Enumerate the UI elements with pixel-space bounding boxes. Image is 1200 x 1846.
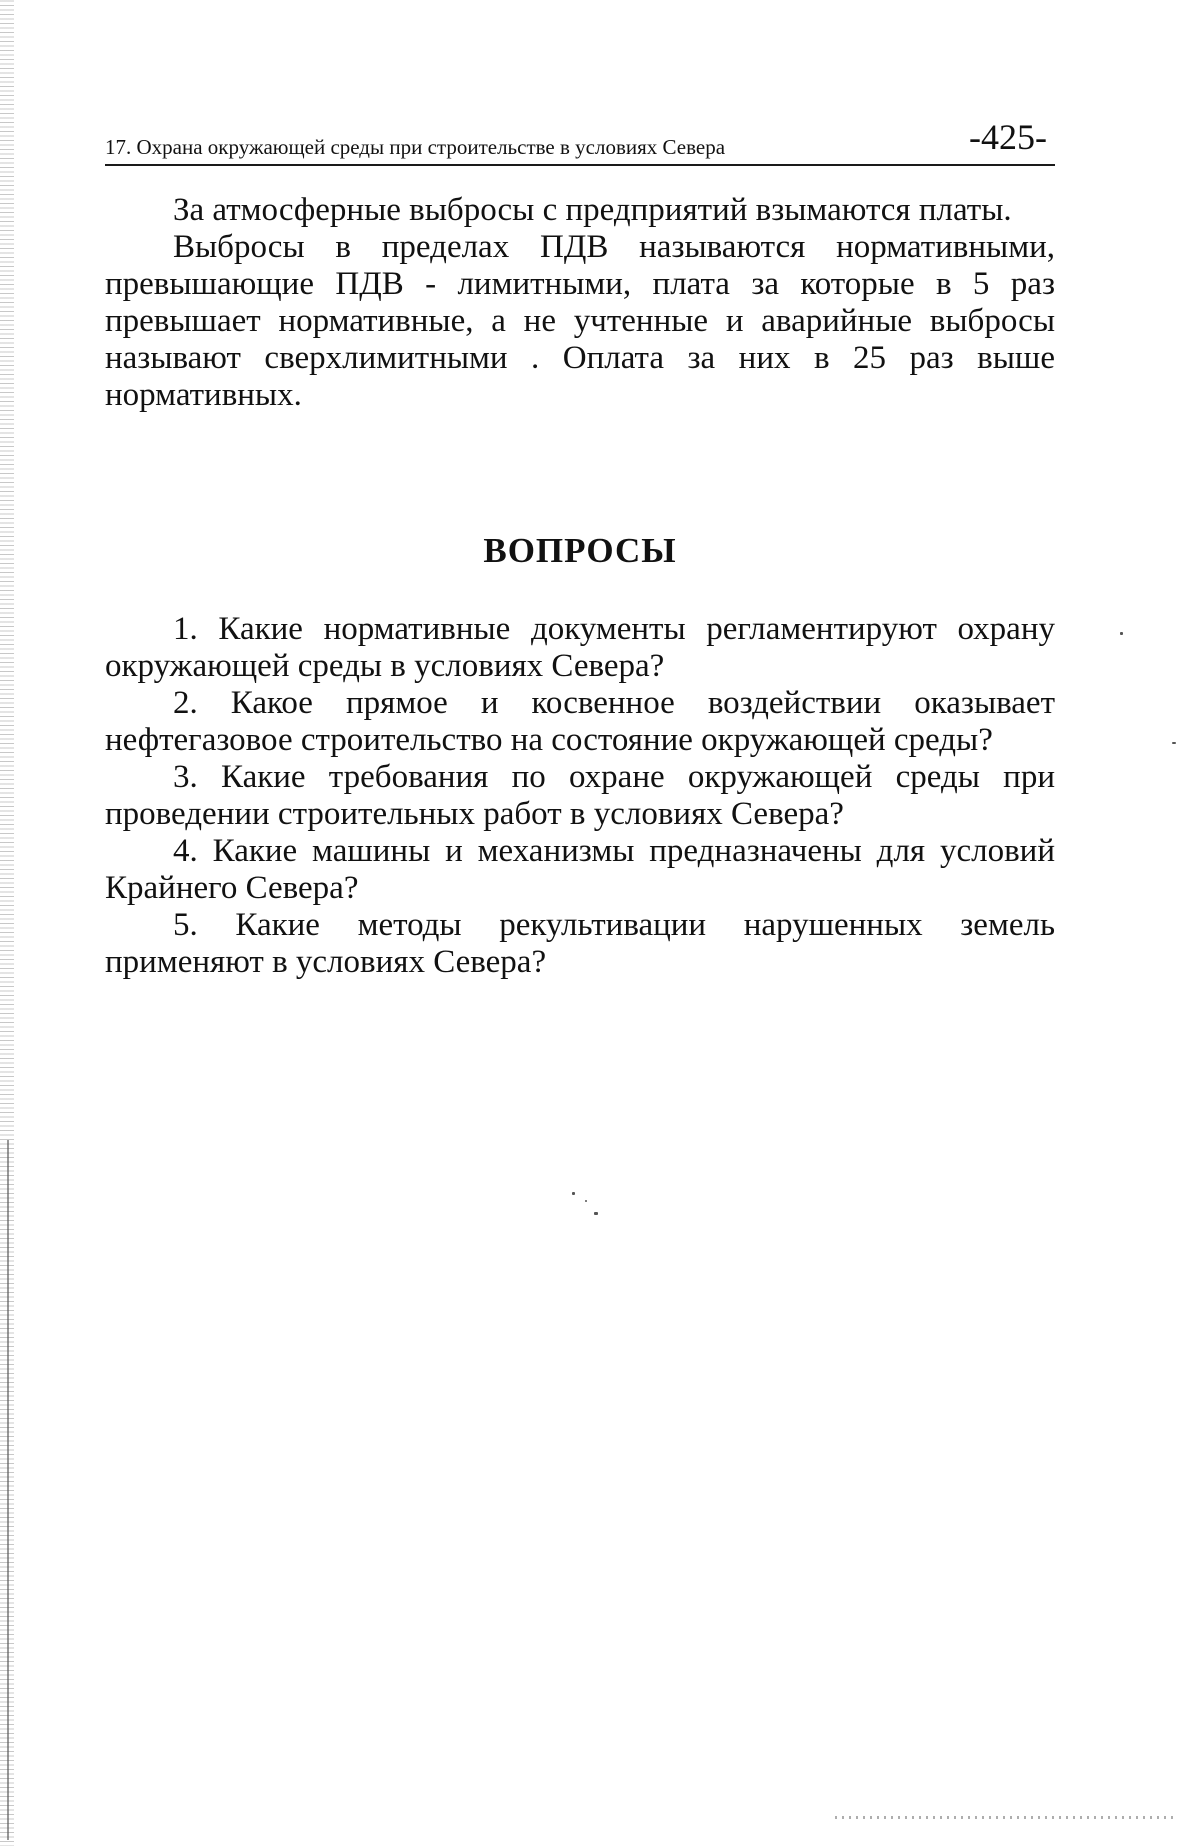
scan-speck	[594, 1212, 598, 1215]
questions-list	[105, 611, 1055, 981]
scan-speck	[572, 1192, 575, 1195]
question-item: 3. Какие требования по охране окружающей среды при проведении строительных работ в условиях Севера?	[105, 759, 1055, 832]
scan-binding-line	[7, 1140, 9, 1840]
question-item: 2. Какое прямое и косвенное воздействии оказывает нефтегазовое строительство на состояние окружающей среды?	[105, 685, 1055, 758]
body-text	[105, 192, 1055, 414]
running-title: 17. Охрана окружающей среды при строительстве в условиях Севера	[105, 135, 726, 159]
document-page	[105, 100, 1055, 981]
page-number: -425-	[969, 117, 1047, 157]
scan-speck	[1120, 632, 1123, 635]
question-item: 4. Какие машины и механизмы предназначены для условий Крайнего Севера?	[105, 833, 1055, 906]
question-item: 5. Какие методы рекультивации нарушенных земель применяют в условиях Севера?	[105, 907, 1055, 980]
running-header	[105, 100, 1055, 166]
scan-speck	[1172, 742, 1176, 744]
question-item: 1. Какие нормативные документы регламентируют охрану окружающей среды в условиях Севера?	[105, 611, 1055, 684]
scan-speck	[585, 1200, 587, 1202]
paragraph: За атмосферные выбросы с предприятий взымаются платы.	[173, 192, 1012, 228]
scan-bottom-dots	[835, 1816, 1175, 1819]
section-heading: ВОПРОСЫ	[483, 531, 677, 570]
paragraph: Выбросы в пределах ПДВ называются нормативными, превышающие ПДВ - лимитными, плата за которые в 5 раз превышает нормативные, а не учтенные и аварийные выбросы называют сверхлимитными . Оплата за них в 25 раз выше нормативных.	[105, 229, 1055, 413]
